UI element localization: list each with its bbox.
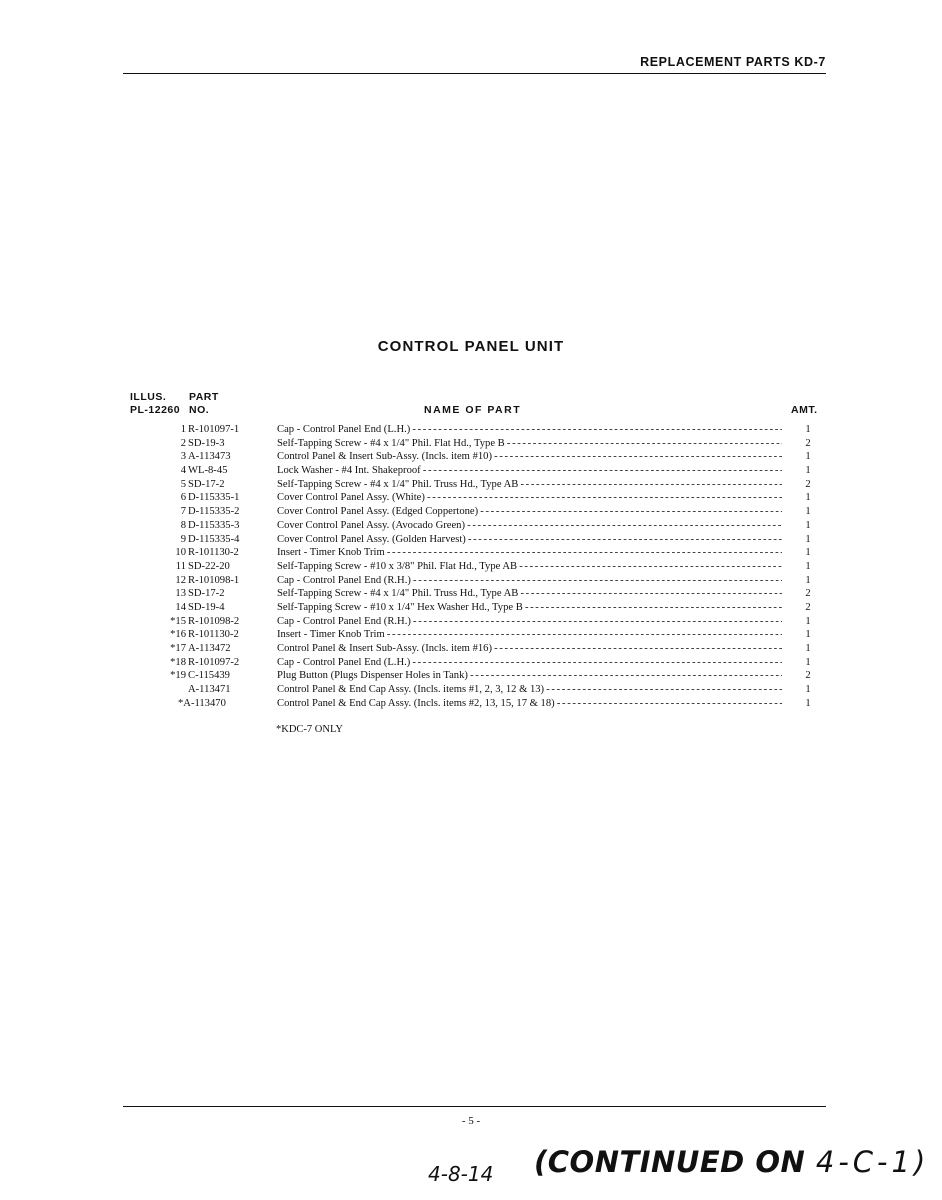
row-part-number: D-115335-4 (188, 533, 240, 545)
column-header-part: PART (189, 391, 219, 403)
row-amount: 1 (805, 574, 811, 586)
row-illus-number: 13 (175, 588, 186, 600)
row-amount: 1 (805, 519, 811, 531)
row-part-name: Cover Control Panel Assy. (Golden Harvest) - - - (277, 533, 782, 547)
row-part-name: Control Panel & Insert Sub-Assy. (Incls. item #10) - - - (277, 450, 782, 464)
row-amount: 1 (805, 451, 811, 463)
row-part-number: R-101097-2 (188, 656, 240, 668)
table-row (120, 669, 820, 683)
table-row (120, 464, 820, 478)
row-illus-number: 12 (175, 574, 186, 586)
row-amount: 1 (805, 465, 811, 477)
row-amount: 2 (805, 670, 811, 682)
row-amount: 1 (805, 506, 811, 518)
row-amount: 1 (805, 643, 811, 654)
section-title: CONTROL PANEL UNIT (377, 338, 565, 355)
row-amount: 1 (805, 697, 811, 709)
row-part-number: D-115335-3 (188, 519, 240, 531)
row-amount: 1 (805, 656, 811, 668)
row-part-name: Self-Tapping Screw - #4 x 1/4" Phil. Flat Hd., Type B - - - (277, 437, 782, 451)
table-row (120, 519, 820, 533)
row-part-number: A-113471 (188, 684, 231, 696)
table-row (120, 587, 820, 601)
row-amount: 1 (805, 424, 811, 435)
row-amount: 2 (805, 478, 811, 490)
row-part-number: *A-113470 (178, 697, 226, 709)
row-illus-number: 9 (180, 533, 186, 545)
table-row (120, 574, 820, 588)
row-part-name: Control Panel & End Cap Assy. (Incls. items #1, 2, 3, 12 & 13) - - - (277, 683, 782, 697)
row-part-number: R-101097-1 (188, 424, 240, 435)
row-illus-number: 3 (180, 451, 186, 463)
row-amount: 1 (805, 560, 811, 572)
row-part-number: D-115335-1 (188, 492, 240, 504)
row-part-number: R-101098-1 (188, 574, 240, 586)
footnote: *KDC-7 ONLY (276, 724, 343, 735)
row-part-name: Control Panel & Insert Sub-Assy. (Incls. item #16) - - - (277, 642, 782, 656)
row-illus-number: 7 (180, 506, 186, 518)
parts-table (120, 423, 820, 710)
table-row (120, 560, 820, 574)
row-part-number: WL-8-45 (188, 465, 228, 477)
row-illus-number: *17 (170, 643, 186, 654)
header-rule (123, 73, 826, 74)
continued-printed: (CONTINUED ON (534, 1145, 806, 1179)
table-row (120, 533, 820, 547)
table-row (120, 437, 820, 451)
row-part-name: Cover Control Panel Assy. (Avocado Green) - - - (277, 519, 782, 533)
row-illus-number: 4 (180, 465, 186, 477)
row-illus-number: 8 (180, 519, 186, 531)
row-amount: 1 (805, 533, 811, 545)
page-number: - 5 - (461, 1115, 481, 1127)
footer-rule (123, 1106, 826, 1107)
row-illus-number: 5 (180, 478, 186, 490)
row-part-name: Cover Control Panel Assy. (Edged Coppertone) - - - (277, 505, 782, 519)
row-illus-number: *15 (170, 615, 186, 627)
row-amount: 1 (805, 684, 811, 696)
row-part-number: D-115335-2 (188, 506, 240, 518)
row-part-name: Cover Control Panel Assy. (White) - - - (277, 491, 782, 505)
row-part-name: Self-Tapping Screw - #10 x 1/4" Hex Washer Hd., Type B - - - (277, 601, 782, 615)
table-row (120, 601, 820, 615)
row-part-number: R-101098-2 (188, 615, 240, 627)
row-illus-number: 1 (180, 424, 186, 435)
row-part-name: Lock Washer - #4 Int. Shakeproof - - - (277, 464, 782, 478)
row-amount: 1 (805, 629, 811, 641)
row-amount: 2 (805, 601, 811, 613)
column-header-name: NAME OF PART (424, 404, 522, 416)
row-part-name: Cap - Control Panel End (R.H.) - - - (277, 574, 782, 588)
table-row (120, 546, 820, 560)
row-part-number: R-101130-2 (188, 547, 239, 559)
column-header-illus: ILLUS. (130, 391, 167, 403)
table-row (120, 478, 820, 492)
row-part-name: Cap - Control Panel End (L.H.) - - - (277, 656, 782, 670)
table-row (120, 423, 820, 437)
row-amount: 1 (805, 615, 811, 627)
table-row (120, 505, 820, 519)
row-illus-number: *19 (170, 670, 186, 682)
row-illus-number: *16 (170, 629, 186, 641)
row-part-name: Insert - Timer Knob Trim - - - (277, 628, 782, 642)
row-illus-number: 6 (180, 492, 186, 504)
row-part-name: Cap - Control Panel End (L.H.) - - - (277, 423, 782, 437)
row-part-name: Self-Tapping Screw - #4 x 1/4" Phil. Truss Hd., Type AB - - - (277, 587, 782, 601)
continued-handwritten: 4-C-1) (815, 1145, 930, 1179)
table-row (120, 615, 820, 629)
row-part-name: Self-Tapping Screw - #4 x 1/4" Phil. Truss Hd., Type AB - - - (277, 478, 782, 492)
table-row (120, 683, 820, 697)
table-row (120, 450, 820, 464)
row-part-name: Insert - Timer Knob Trim - - - (277, 546, 782, 560)
header-title: REPLACEMENT PARTS KD-7 (640, 55, 826, 69)
column-header-amt: AMT. (791, 404, 818, 416)
column-header-part-no: NO. (189, 404, 210, 416)
row-part-number: SD-17-2 (188, 588, 225, 600)
table-row (120, 656, 820, 670)
row-amount: 1 (805, 492, 811, 504)
row-amount: 2 (805, 437, 811, 449)
table-row (120, 628, 820, 642)
row-illus-number: 10 (175, 547, 186, 559)
row-amount: 1 (805, 547, 811, 559)
row-illus-number: 2 (180, 437, 186, 449)
table-row (120, 697, 820, 711)
row-part-name: Plug Button (Plugs Dispenser Holes in Tank) - - - (277, 669, 782, 683)
row-part-name: Control Panel & End Cap Assy. (Incls. items #2, 13, 15, 17 & 18) - - - (277, 697, 782, 711)
continued-note (534, 1145, 929, 1179)
row-illus-number: *18 (170, 656, 186, 668)
row-part-number: SD-22-20 (188, 560, 230, 572)
row-illus-number: 11 (175, 560, 186, 572)
table-row (120, 491, 820, 505)
row-part-number: C-115439 (188, 670, 230, 682)
row-part-name: Self-Tapping Screw - #10 x 3/8" Phil. Flat Hd., Type AB - - - (277, 560, 782, 574)
row-part-number: R-101130-2 (188, 629, 239, 641)
column-header-illus-ref: PL-12260 (130, 404, 181, 416)
row-amount: 2 (805, 588, 811, 600)
row-illus-number: 14 (175, 601, 186, 613)
row-part-number: A-113473 (188, 451, 231, 463)
row-part-number: A-113472 (188, 643, 231, 654)
row-part-number: SD-19-3 (188, 437, 225, 449)
row-part-number: SD-17-2 (188, 478, 225, 490)
row-part-name: Cap - Control Panel End (R.H.) - - - (277, 615, 782, 629)
row-part-number: SD-19-4 (188, 601, 225, 613)
table-row (120, 642, 820, 656)
handwritten-date: 4-8-14 (428, 1162, 494, 1186)
